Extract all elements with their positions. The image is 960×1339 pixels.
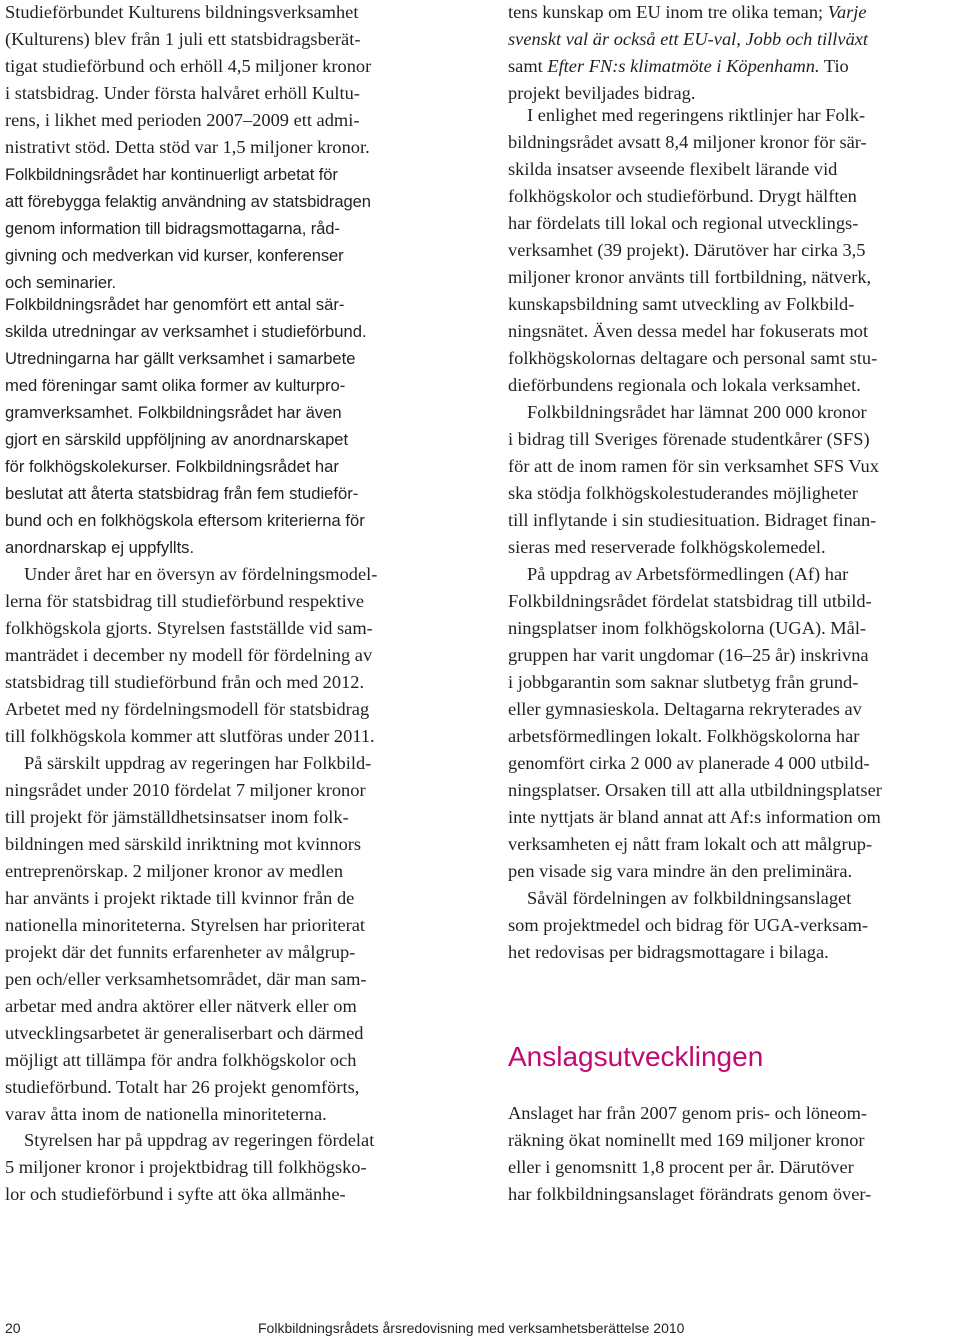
text-line: i bidrag till Sveriges förenade studentkårer (SFS)	[508, 429, 870, 449]
text-line: folkhögskolor och studieförbund. Drygt hälften	[508, 186, 857, 206]
text-line: eller gymnasieskola. Deltagarna rekryterades av	[508, 699, 862, 719]
text-line: som projektmedel och bidrag för UGA-verksam-	[508, 915, 869, 935]
text-line: arbetsförmedlingen lokalt. Folkhögskolorna har	[508, 726, 860, 746]
text-line: pen visade sig vara mindre än den preliminära.	[508, 861, 853, 881]
text-line: rens, i likhet med perioden 2007–2009 ett admi-	[5, 110, 360, 130]
text-line: bildningsrådet avsatt 8,4 miljoner kronor för sär-	[508, 132, 867, 152]
text-line: På särskilt uppdrag av regeringen har Folkbild-	[24, 753, 372, 773]
text-line: het redovisas per bidragsmottagare i bilaga.	[508, 942, 829, 962]
paragraph-information	[5, 161, 371, 296]
text-line: beslutat att återta statsbidrag från fem studieför-	[5, 484, 359, 503]
text-line: inte nyttjats är bland annat att Af:s information om	[508, 807, 881, 827]
paragraph-fordelningsmodell	[5, 561, 377, 750]
text-line: projekt beviljades bidrag.	[508, 83, 696, 103]
text-line: möjligt att tillämpa för andra folkhögskolor och	[5, 1050, 357, 1070]
text-line: till folkhögskola kommer att slutföras under 2011.	[5, 726, 375, 746]
text-line: kunskapsbildning samt utveckling av Folkbild-	[508, 294, 855, 314]
paragraph-anslaget	[508, 1100, 871, 1208]
text-line: till inflytande i sin studiesituation. Bidraget finan-	[508, 510, 877, 530]
text-line: (Kulturens) blev från 1 juli ett statsbidragsberät-	[5, 29, 361, 49]
italic-title: svenskt val är också ett EU-val, Jobb och tillväxt	[508, 29, 869, 49]
text-line: i jobbgarantin som saknar slutbetyg från grund-	[508, 672, 859, 692]
text-line: för att de inom ramen för sin verksamhet SFS Vux	[508, 456, 879, 476]
text-line: Folkbildningsrådet har lämnat 200 000 kronor	[527, 402, 867, 422]
text-line: manträdet i december ny modell för fördelning av	[5, 645, 373, 665]
text-line: Folkbildningsrådet har kontinuerligt arbetat för	[5, 165, 338, 184]
text-line: med föreningar samt olika former av kulturpro-	[5, 376, 346, 395]
text-line: för folkhögskolekurser. Folkbildningsrådet har	[5, 457, 339, 476]
text-line: gramverksamhet. Folkbildningsrådet har även	[5, 403, 342, 422]
text-line: I enlighet med regeringens riktlinjer har Folk-	[527, 105, 866, 125]
text-line: till projekt för jämställdhetsinsatser inom folk-	[5, 807, 349, 827]
text-line: ningsrådet under 2010 fördelat 7 miljoner kronor	[5, 780, 366, 800]
text-line: På uppdrag av Arbetsförmedlingen (Af) har	[527, 564, 849, 584]
paragraph-utredningar	[5, 291, 367, 561]
paragraph-uga	[508, 561, 882, 885]
text-line: entreprenörskap. 2 miljoner kronor av medlen	[5, 861, 344, 881]
paragraph-flexibelt-larande	[508, 102, 877, 399]
page-number: 20	[5, 1320, 21, 1336]
text-line: tigat studieförbund och erhöll 4,5 miljoner kronor	[5, 56, 372, 76]
italic-title: Varje	[827, 2, 867, 22]
text-line	[508, 0, 868, 26]
text-line: nationella minoriteterna. Styrelsen har prioriterat	[5, 915, 366, 935]
text-line: Under året har en översyn av fördelningsmodel-	[24, 564, 378, 584]
text-line: Såväl fördelningen av folkbildningsanslaget	[527, 888, 852, 908]
text-line	[508, 53, 868, 80]
text-line: gruppen har varit ungdomar (16–25 år) inskrivna	[508, 645, 869, 665]
text-line: Folkbildningsrådet fördelat statsbidrag till utbild-	[508, 591, 872, 611]
text-line: dieförbundens regionala och lokala verksamhet.	[508, 375, 861, 395]
text-line: lor och studieförbund i syfte att öka allmänhe-	[5, 1184, 346, 1204]
text-run: tens kunskap om EU inom tre olika teman;	[508, 2, 828, 22]
text-line: 5 miljoner kronor i projektbidrag till folkhögsko-	[5, 1157, 367, 1177]
text-line: Folkbildningsrådet har genomfört ett antal sär-	[5, 295, 345, 314]
text-line: statsbidrag till studieförbund från och med 2012.	[5, 672, 365, 692]
text-line: genom information till bidragsmottagarna, råd-	[5, 219, 340, 238]
text-line: att förebygga felaktig användning av statsbidragen	[5, 192, 371, 211]
text-line: varav åtta inom de nationella minoriteterna.	[5, 1104, 327, 1124]
text-line: miljoner kronor använts till fortbildning, nätverk,	[508, 267, 872, 287]
text-run: Tio	[819, 56, 849, 76]
text-line: i statsbidrag. Under första halvåret erhöll Kultu-	[5, 83, 360, 103]
text-line: folkhögskolornas deltagare och personal samt stu-	[508, 348, 878, 368]
text-line: lerna för statsbidrag till studieförbund respektive	[5, 591, 365, 611]
section-heading: Anslagsutvecklingen	[508, 1041, 764, 1072]
paragraph-eu-continued	[508, 0, 868, 107]
paragraph-jamstalldhet	[5, 750, 371, 1128]
paragraph-kulturens	[5, 0, 371, 161]
text-line: gjort en särskild uppföljning av anordnarskapet	[5, 430, 349, 449]
text-line: utvecklingsarbetet är generaliserbart och därmed	[5, 1023, 364, 1043]
paragraph-sfs	[508, 399, 879, 561]
text-line: studieförbund. Totalt har 26 projekt genomförts,	[5, 1077, 360, 1097]
text-line: skilda insatser avseende flexibelt lärande vid	[508, 159, 838, 179]
text-line: Anslaget har från 2007 genom pris- och löneom-	[508, 1103, 868, 1123]
text-line: bund och en folkhögskola eftersom kriterierna för	[5, 511, 365, 530]
text-line: arbetar med andra aktörer eller nätverk eller om	[5, 996, 357, 1016]
text-line: har fördelats till lokal och regional utvecklings-	[508, 213, 859, 233]
text-line: har använts i projekt riktade till kvinnor från de	[5, 888, 355, 908]
text-line: ningsplatser inom folkhögskolorna (UGA). Mål-	[508, 618, 867, 638]
text-line: skilda utredningar av verksamhet i studieförbund.	[5, 322, 367, 341]
text-line: nistrativt stöd. Detta stöd var 1,5 miljoner kronor.	[5, 137, 370, 157]
text-line: Styrelsen har på uppdrag av regeringen fördelat	[24, 1130, 375, 1150]
italic-title: Efter FN:s klimatmöte i Köpenhamn.	[547, 56, 820, 76]
text-line: pen och/eller verksamhetsområdet, där man sam-	[5, 969, 367, 989]
text-line: genomfört cirka 2 000 av planerade 4 000 utbild-	[508, 753, 870, 773]
text-line: folkhögskola gjorts. Styrelsen fastställde vid sam-	[5, 618, 373, 638]
text-line: och seminarier.	[5, 273, 117, 292]
text-line: verksamhet (39 projekt). Därutöver har cirka 3,5	[508, 240, 866, 260]
text-line: ningsplatser. Orsaken till att alla utbildningsplatser	[508, 780, 882, 800]
paragraph-eu-projekt	[5, 1127, 374, 1208]
text-line: ningsnätet. Även dessa medel har fokuserats mot	[508, 321, 869, 341]
text-line: ska stödja folkhögskolestuderandes möjligheter	[508, 483, 858, 503]
paragraph-redovisning	[508, 885, 868, 966]
text-line: har folkbildningsanslaget förändrats genom över-	[508, 1184, 872, 1204]
text-line: räkning ökat nominellt med 169 miljoner kronor	[508, 1130, 865, 1150]
text-line: anordnarskap ej uppfyllts.	[5, 538, 195, 557]
text-line: verksamheten ej nått fram lokalt och att målgrup-	[508, 834, 873, 854]
text-line: sieras med reserverade folkhögskolemedel.	[508, 537, 826, 557]
text-line: eller i genomsnitt 1,8 procent per år. Därutöver	[508, 1157, 854, 1177]
text-line: projekt där det funnits erfarenheter av målgrup-	[5, 942, 356, 962]
text-run: samt	[508, 56, 548, 76]
text-line: bildningen med särskild inriktning mot kvinnors	[5, 834, 362, 854]
text-line: Arbetet med ny fördelningsmodell för statsbidrag	[5, 699, 370, 719]
text-line: givning och medverkan vid kurser, konferenser	[5, 246, 344, 265]
footer-title: Folkbildningsrådets årsredovisning med verksamhetsberättelse 2010	[258, 1320, 685, 1336]
text-line: Utredningarna har gällt verksamhet i samarbete	[5, 349, 356, 368]
text-line: Studieförbundet Kulturens bildningsverksamhet	[5, 2, 359, 22]
